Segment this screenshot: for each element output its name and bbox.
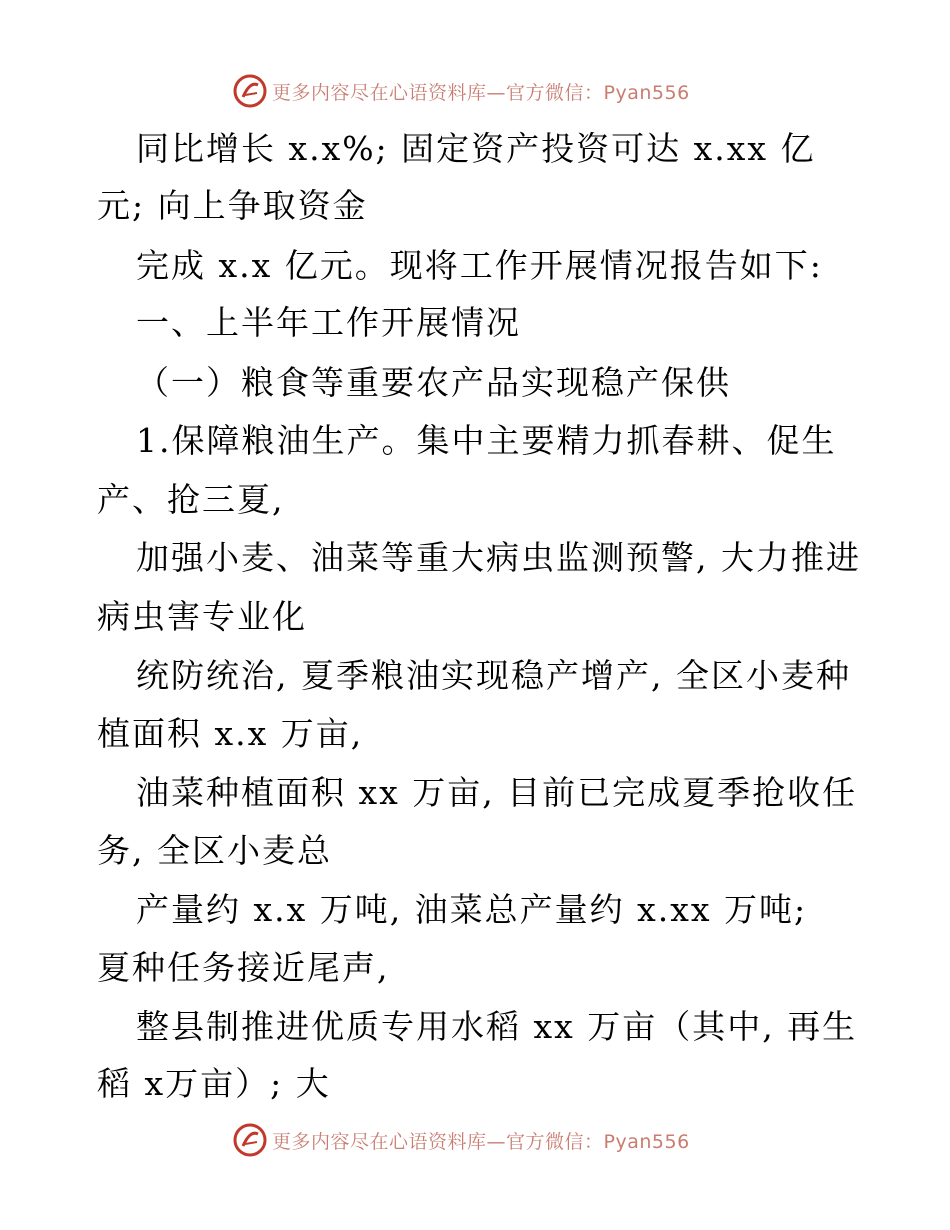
red-seal-logo-icon <box>232 1122 268 1158</box>
paragraph-line: 完成 x.x 亿元。现将工作开展情况报告如下: <box>136 246 823 285</box>
paragraph-line: 植面积 x.x 万亩, <box>97 714 364 753</box>
paragraph-line: 加强小麦、油菜等重大病虫监测预警, 大力推进 <box>136 538 861 577</box>
paragraph-line: 务, 全区小麦总 <box>97 831 332 870</box>
paragraph-line: 病虫害专业化 <box>97 597 307 636</box>
watermark-text: 更多内容尽在心语资料库—官方微信：Pyan556 <box>272 1130 690 1153</box>
paragraph-line: 同比增长 x.x%; 固定资产投资可达 x.xx 亿 <box>136 129 816 168</box>
paragraph-line: 产量约 x.x 万吨, 油菜总产量约 x.xx 万吨; <box>136 890 808 929</box>
paragraph-line: 夏种任务接近尾声, <box>97 948 390 987</box>
paragraph-line: 产、抢三夏, <box>97 480 285 519</box>
paragraph-line: 稻 x万亩）; 大 <box>97 1064 331 1103</box>
paragraph-line: 油菜种植面积 xx 万亩, 目前已完成夏季抢收任 <box>136 773 858 812</box>
paragraph-line: 1.保障粮油生产。集中主要精力抓春耕、促生 <box>136 421 837 460</box>
watermark-footer <box>232 1120 722 1160</box>
paragraph-line: 统防统治, 夏季粮油实现稳产增产, 全区小麦种 <box>136 656 851 695</box>
paragraph-line: 整县制推进优质专用水稻 xx 万亩（其中, 再生 <box>136 1007 858 1046</box>
watermark-text: 更多内容尽在心语资料库—官方微信：Pyan556 <box>272 81 690 104</box>
section-heading: 一、上半年工作开展情况 <box>136 303 521 342</box>
subsection-heading: （一）粮食等重要农产品实现稳产保供 <box>136 363 731 402</box>
paragraph-line: 元; 向上争取资金 <box>97 186 368 225</box>
